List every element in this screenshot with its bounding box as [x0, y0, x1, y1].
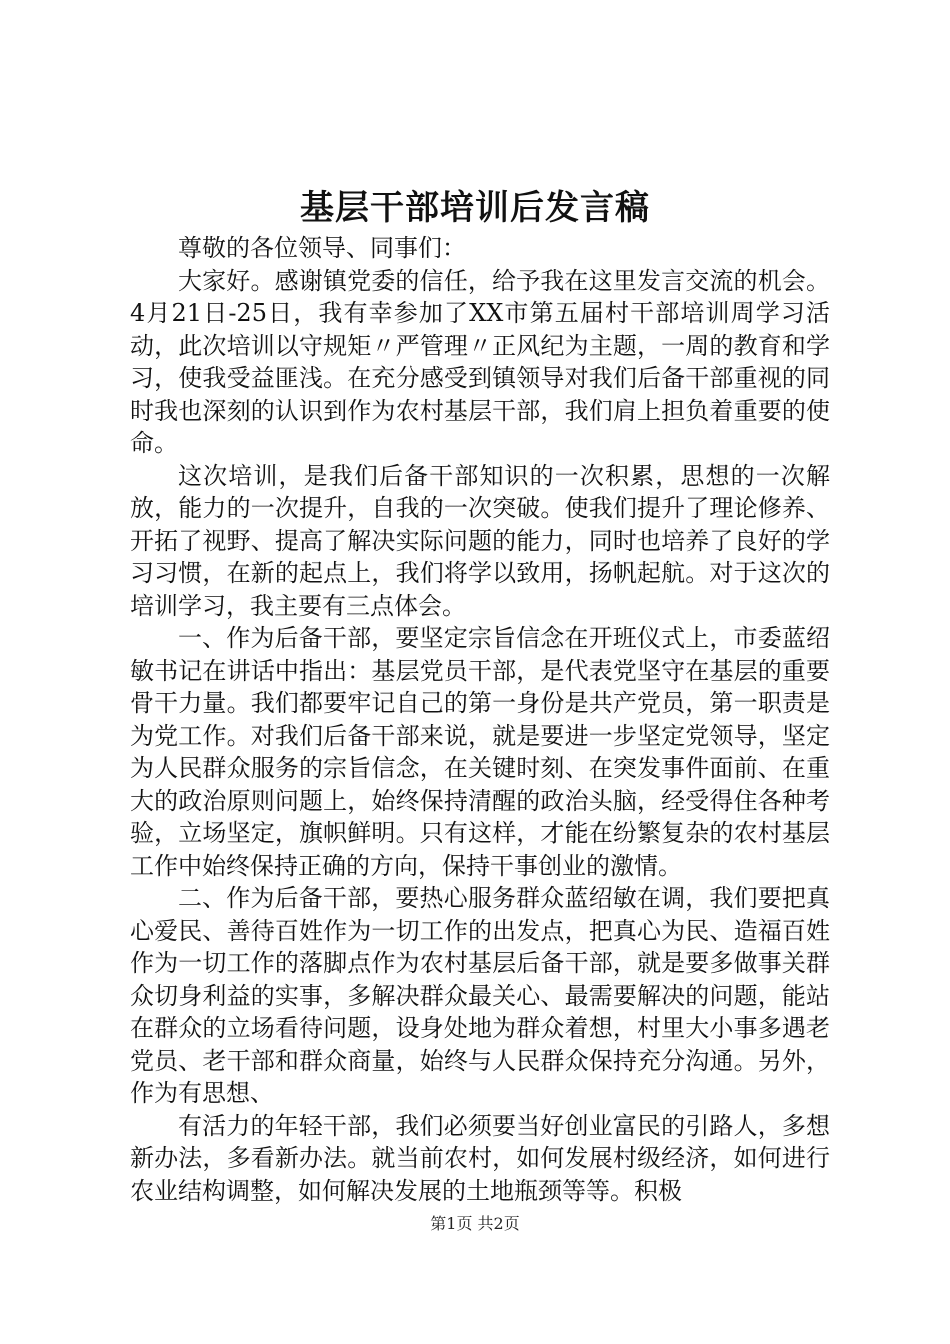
- document-body: [130, 232, 830, 1207]
- body-paragraph: 这次培训，是我们后备干部知识的一次积累，思想的一次解放，能力的一次提升，自我的一次突破。使我们提升了理论修养、开拓了视野、提高了解决实际问题的能力，同时也培养了良好的学习习惯，在新的起点上，我们将学以致用，扬帆起航。对于这次的培训学习，我主要有三点体会。: [130, 461, 830, 620]
- body-paragraph: 大家好。感谢镇党委的信任，给予我在这里发言交流的机会。4月21日-25日，我有幸参加了XX市第五届村干部培训周学习活动，此次培训以守规矩〃严管理〃正风纪为主题，一周的教育和学习，使我受益匪浅。在充分感受到镇领导对我们后备干部重视的同时我也深刻的认识到作为农村基层干部，我们肩上担负着重要的使命。: [130, 266, 830, 457]
- body-paragraph: 二、作为后备干部，要热心服务群众蓝绍敏在调，我们要把真心爱民、善待百姓作为一切工作的出发点，把真心为民、造福百姓作为一切工作的落脚点作为农村基层后备干部，就是要多做事关群众切身利益的实事，多解决群众最关心、最需要解决的问题，能站在群众的立场看待问题，设身处地为群众着想，村里大小事多遇老党员、老干部和群众商量，始终与人民群众保持充分沟通。另外，作为有思想、: [130, 884, 830, 1107]
- body-paragraph: 有活力的年轻干部，我们必须要当好创业富民的引路人，多想新办法，多看新办法。就当前农村，如何发展村级经济，如何进行农业结构调整，如何解决发展的土地瓶颈等等。积极: [130, 1111, 830, 1205]
- page-footer: 第1页 共2页: [430, 1214, 520, 1233]
- salutation-paragraph: 尊敬的各位领导、同事们：: [178, 234, 466, 262]
- body-paragraph: 一、作为后备干部，要坚定宗旨信念在开班仪式上，市委蓝绍敏书记在讲话中指出：基层党员干部，是代表党坚守在基层的重要骨干力量。我们都要牢记自己的第一身份是共产党员，第一职责是为党工作。对我们后备干部来说，就是要进一步坚定党领导，坚定为人民群众服务的宗旨信念，在关键时刻、在突发事件面前、在重大的政治原则问题上，始终保持清醒的政治头脑，经受得住各种考验，立场坚定，旗帜鲜明。只有这样，才能在纷繁复杂的农村基层工作中始终保持正确的方向，保持干事创业的激情。: [130, 624, 830, 880]
- document-title: 基层干部培训后发言稿: [300, 188, 650, 228]
